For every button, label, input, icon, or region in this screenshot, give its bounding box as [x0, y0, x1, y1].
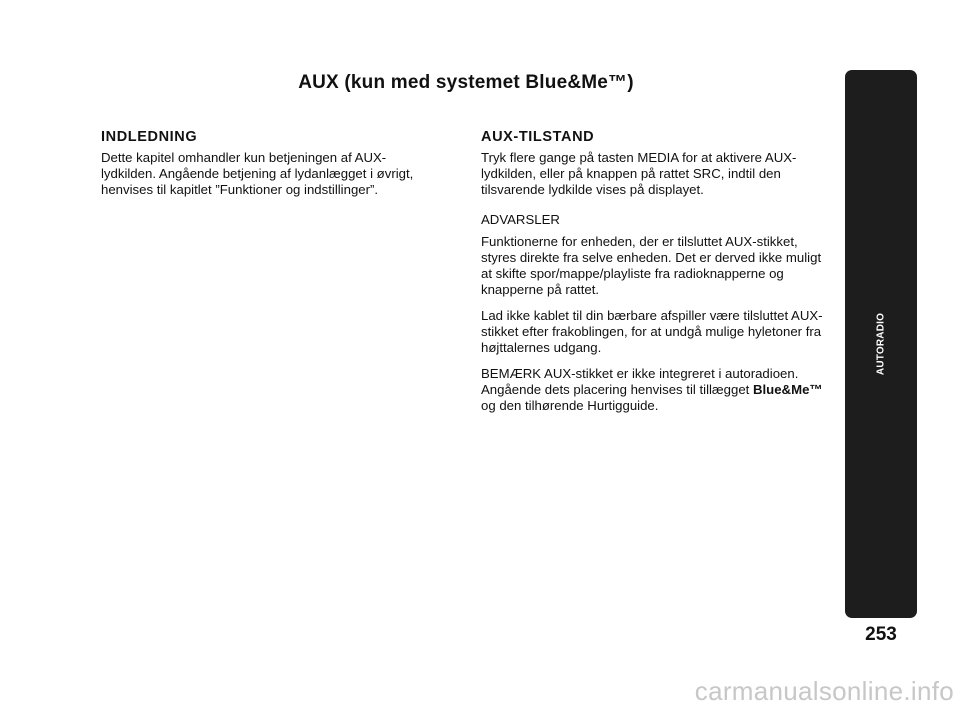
chapter-tab-label: AUTORADIO: [875, 312, 887, 376]
note-paragraph: [481, 366, 835, 414]
page-number: 253: [865, 624, 897, 645]
section-heading-aux-tilstand: AUX-TILSTAND: [481, 129, 595, 145]
warnings-paragraph-1: Funktionerne for enheden, der er tilsluttet AUX-stikket, styres direkte fra selve enheden. Det er derved ikke muligt at skifte spor/mappe/playliste fra radioknapperne og knapperne på rattet.: [481, 234, 822, 297]
intro-paragraph: Dette kapitel omhandler kun betjeningen af AUX-lydkilden. Angående betjening af lydanlægget i øvrigt, henvises til kapitlet ”Funktioner og indstillinger”.: [101, 150, 414, 197]
left-column: [101, 129, 431, 208]
warnings-subheading: ADVARSLER: [481, 212, 560, 227]
watermark: carmanualsonline.info: [694, 676, 954, 706]
note-bold-blue-me: Blue&Me™: [752, 382, 823, 397]
page-title: AUX (kun med systemet Blue&Me™): [298, 72, 634, 93]
section-heading-indledning: INDLEDNING: [101, 129, 198, 145]
chapter-tab: [845, 70, 917, 618]
right-column: [481, 129, 835, 424]
aux-mode-paragraph: Tryk flere gange på tasten MEDIA for at aktivere AUX-lydkilden, eller på knappen på rattet SRC, indtil den tilsvarende lydkilde vises på displayet.: [481, 150, 797, 197]
warnings-paragraph-2: Lad ikke kablet til din bærbare afspiller være tilsluttet AUX-stikket efter frakoblingen, for at undgå mulige hyletoner fra højttalernes udgang.: [481, 308, 823, 355]
note-text-end: og den tilhørende Hurtigguide.: [481, 398, 659, 413]
note-text: BEMÆRK AUX-stikket er ikke integreret i autoradioen. Angående dets placering henvises til tillægget: [481, 366, 799, 397]
